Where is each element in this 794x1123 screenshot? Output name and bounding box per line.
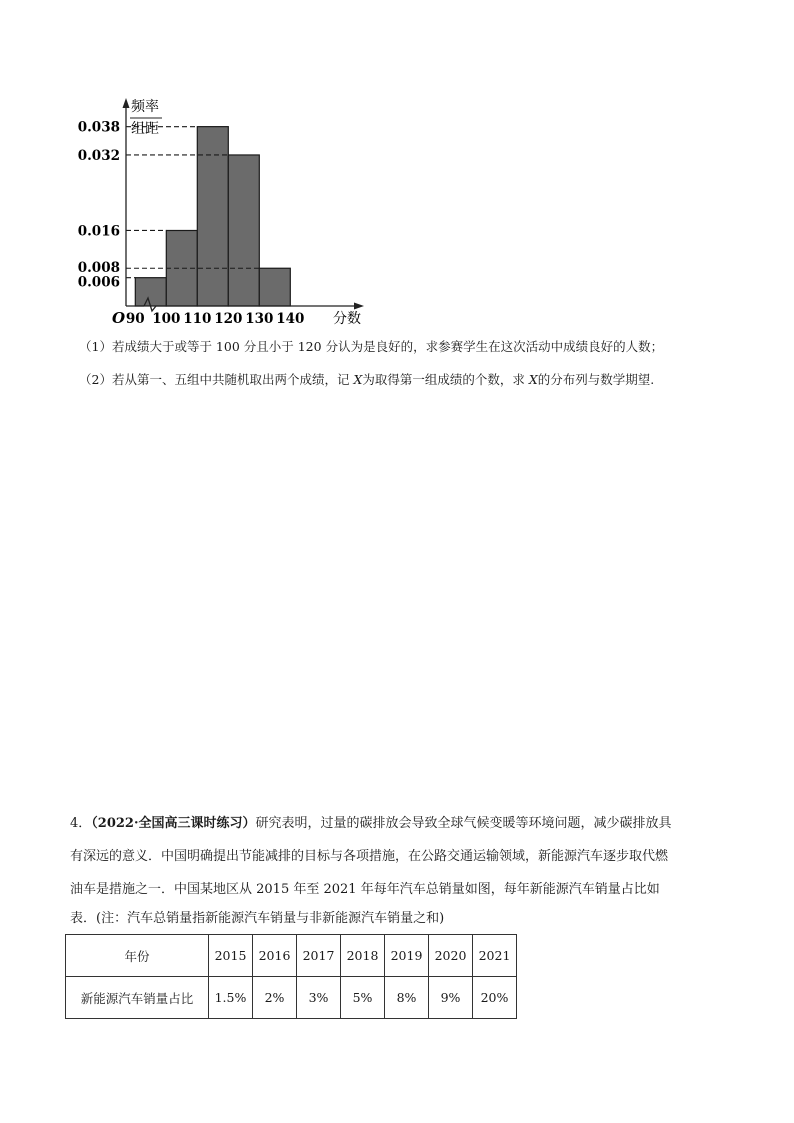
y-axis-arrow [123, 98, 130, 108]
table-cell-share: 8% [385, 977, 429, 1019]
x-tick-label: 130 [245, 311, 274, 327]
x-tick-labels [126, 311, 304, 327]
y-tick-label: 0.038 [77, 119, 120, 136]
xlabel: 分数 [333, 311, 361, 327]
problem-4-line-4: 表．(注：汽车总销量指新能源汽车销量与非新能源汽车销量之和) [70, 911, 445, 926]
y-tick-label: 0.016 [77, 223, 120, 240]
question-2-part-c: 的分布列与数学期望. [537, 372, 655, 387]
table-header-share: 新能源汽车销量占比 [66, 977, 209, 1019]
y-tick-labels [78, 120, 120, 291]
frequency-histogram [70, 92, 380, 337]
problem-text: 研究表明，过量的碳排放会导致全球气候变暖等环境问题，减少碳排放具 [255, 816, 672, 831]
table-cell-year: 2018 [341, 935, 385, 977]
ylabel-bottom: 组距 [131, 121, 159, 137]
histogram-bar [259, 268, 290, 306]
x-tick-label: 100 [152, 311, 181, 327]
table-cell-year: 2015 [209, 935, 253, 977]
table-cell-year: 2017 [297, 935, 341, 977]
problem-4-line-2: 有深远的意义．中国明确提出节能减排的目标与各项措施，在公路交通运输领域，新能源汽车逐步取代燃 [70, 849, 669, 864]
question-2-variable: X [353, 372, 363, 387]
table-cell-share: 3% [297, 977, 341, 1019]
y-tick-label: 0.032 [77, 147, 120, 164]
table-cell-year: 2020 [429, 935, 473, 977]
x-tick-label: 90 [125, 311, 145, 327]
origin-label: O [112, 309, 126, 327]
question-2-variable: X [528, 372, 538, 387]
table-cell-share: 1.5% [209, 977, 253, 1019]
table-header-year: 年份 [66, 935, 209, 977]
table-cell-year: 2021 [473, 935, 517, 977]
table-cell-share: 20% [473, 977, 517, 1019]
y-tick-label: 0.006 [77, 274, 120, 291]
histogram-bar [197, 127, 228, 306]
table-cell-year: 2016 [253, 935, 297, 977]
bars-layer [135, 127, 290, 306]
x-tick-label: 120 [214, 311, 243, 327]
table-cell-year: 2019 [385, 935, 429, 977]
histogram-bar [135, 278, 166, 306]
histogram-bar [228, 155, 259, 306]
table-row-years [66, 935, 517, 977]
problem-4-line-1 [70, 810, 730, 837]
table-cell-share: 2% [253, 977, 297, 1019]
table-cell-share: 5% [341, 977, 385, 1019]
question-1: （1）若成绩大于或等于 100 分且小于 120 分认为是良好的，求参赛学生在这次活动中成绩良好的人数； [79, 339, 664, 354]
table-row-shares [66, 977, 517, 1019]
problem-number: 4． [70, 816, 92, 831]
problem-4-line-3: 油车是措施之一．中国某地区从 2015 年至 2021 年每年汽车总销量如图，每年新能源汽车销量占比如 [70, 882, 660, 897]
question-2 [79, 371, 654, 389]
ylabel-top: 频率 [131, 99, 159, 115]
x-axis-arrow [354, 303, 364, 310]
y-tick-label: 0.008 [77, 260, 120, 277]
table-cell-share: 9% [429, 977, 473, 1019]
question-2-part-b: 为取得第一组成绩的个数，求 [362, 372, 529, 387]
question-2-part-a: （2）若从第一、五组中共随机取出两个成绩，记 [79, 372, 354, 387]
x-tick-label: 110 [183, 311, 212, 327]
x-tick-label: 140 [276, 311, 305, 327]
problem-source: （2022·全国高三课时练习） [91, 816, 256, 831]
ev-share-table [65, 934, 517, 1019]
